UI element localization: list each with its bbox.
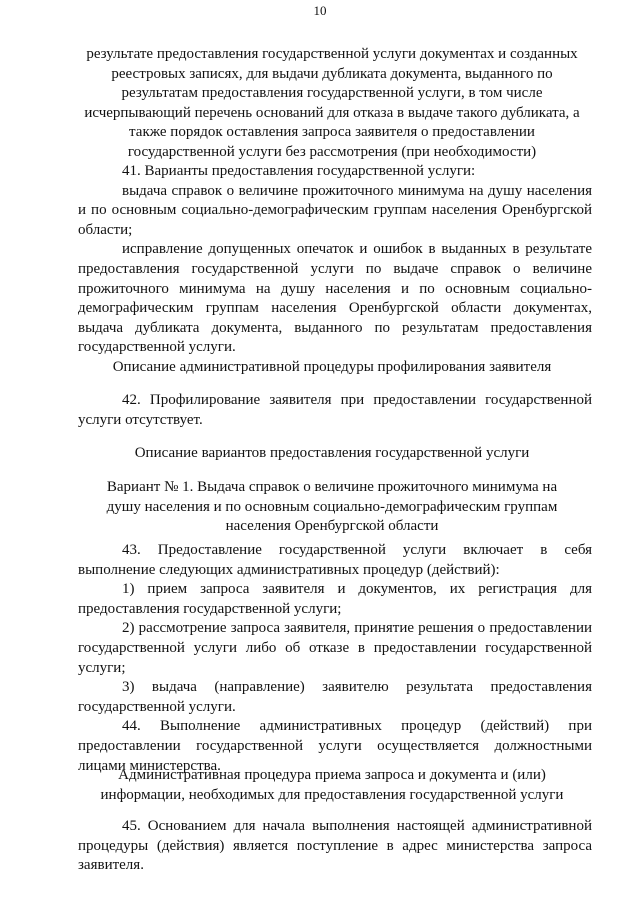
section-41 [78,162,592,358]
text-line: душу населения и по основным социально-демографическим группам [106,498,558,515]
heading-admin-procedure [72,766,592,805]
paragraph-41-item-2: исправление допущенных опечаток и ошибок в выданных в результате предоставления государственной услуги по выдаче справок о величине прожиточного минимума на душу населения и по основным социально-демографическим группам населения Оренбургской области документах, выдача дубликата документа, выданного по результатам предоставления государственной услуги. [78,241,592,356]
paragraph-43-item-2: 2) рассмотрение запроса заявителя, принятие решения о предоставлении государственной услуги либо об отказе в предоставлении государственной услуги; [78,620,592,676]
page-number: 10 [313,3,327,18]
section-45 [78,817,592,876]
section-43-44 [78,541,592,776]
heading-variant-1 [72,478,592,537]
paragraph-45: 45. Основанием для начала выполнения настоящей административной процедуры (действия) является поступление в адрес министерства запроса заявителя. [78,818,592,874]
paragraph-43-item-3: 3) выдача (направление) заявителю результата предоставления государственной услуги. [78,679,592,715]
paragraph-43-intro: 43. Предоставление государственной услуги включает в себя выполнение следующих административных процедур (действий): [78,542,592,578]
text-line: результатам предоставления государственной услуги, в том числе [121,85,543,102]
paragraph-44: 44. Выполнение административных процедур (действий) при предоставлении государственной услуги осуществляется должностными лицами министерства. [78,718,592,774]
paragraph-42: 42. Профилирование заявителя при предоставлении государственной услуги отсутствует. [78,392,592,428]
heading-variants: Описание вариантов предоставления государственной услуги [134,445,530,461]
text-line: исчерпывающий перечень оснований для отказа в выдаче такого дубликата, а [84,104,580,121]
paragraph-43-item-1: 1) прием запроса заявителя и документов, их регистрация для предоставления государственной услуги; [78,581,592,617]
text-line: населения Оренбургской области [225,518,439,535]
text-line: Административная процедура приема запроса и документа и (или) [118,767,546,783]
text-line: результате предоставления государственной услуги документах и созданных [86,46,578,62]
heading-profiling: Описание административной процедуры профилирования заявителя [112,359,552,375]
paragraph-41-intro: 41. Варианты предоставления государственной услуги: [122,163,476,179]
section-42 [78,391,592,430]
text-line: реестровых записях, для выдачи дубликата документа, выданного по [111,65,553,82]
text-line: также порядок оставления запроса заявителя о предоставлении [129,124,535,141]
text-line: Вариант № 1. Выдача справок о величине прожиточного минимума на [106,479,558,495]
text-line: информации, необходимых для предоставления государственной услуги [100,786,564,803]
top-paragraph [72,45,592,163]
paragraph-41-item-1: выдача справок о величине прожиточного минимума на душу населения и по основным социально-демографическим группам населения Оренбургской области; [78,182,592,238]
text-line: государственной услуги без рассмотрения (при необходимости) [127,143,537,160]
